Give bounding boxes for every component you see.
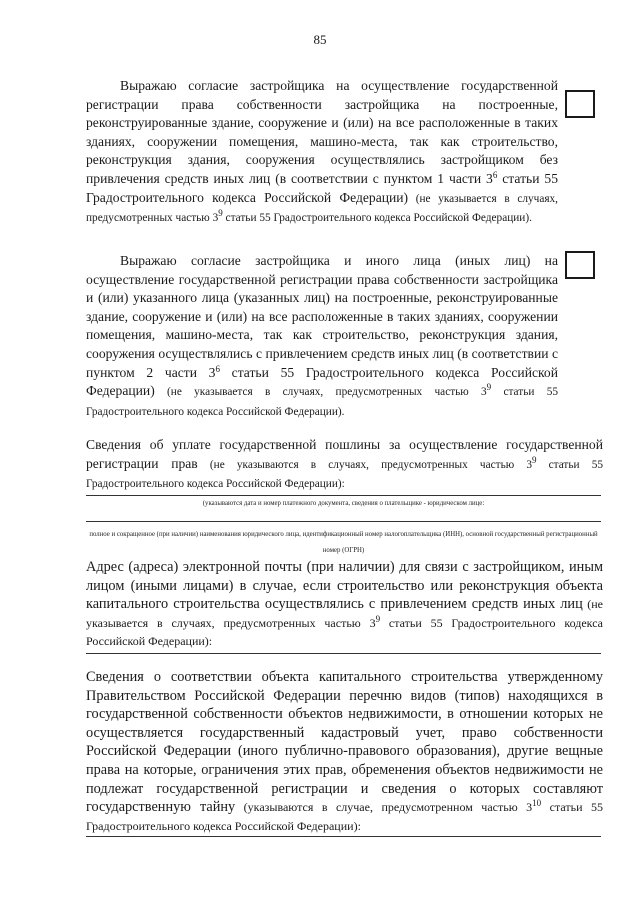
consent-developer-others-text-tail: статьи 55 Градостроительного кодекса Российской Федерации) — [86, 364, 558, 399]
consent-developer-text: Выражаю согласие застройщика на осуществление государственной регистрации права собственности застройщика на построенные, реконструированные здание, сооружение и (или) на все расположенные в таких зданиях, сооружении помещения, машино-места, так как строительство, реконструкция здания, сооружения осуществлялись застройщиком без привлечения средств иных лиц (в соответствии с пунктом 1 части 3 — [86, 78, 558, 186]
consent-developer-checkbox[interactable] — [565, 90, 595, 118]
consent-developer-others-note — [86, 382, 558, 418]
note-text-end: статьи 55 Градостроительного кодекса Российской Федерации): — [86, 458, 604, 491]
note-text-end: статьи 55 Градостроительного кодекса Российской Федерации). — [86, 386, 558, 418]
consent-developer-paragraph — [86, 77, 558, 228]
footnote-sup: 9 — [486, 382, 492, 393]
note-text-end: статьи 55 Градостроительного кодекса Российской Федерации): — [86, 800, 604, 833]
footnote-sup: 10 — [532, 798, 542, 809]
email-text: Адрес (адреса) электронной почты (при наличии) для связи с застройщиком, иным лицом (иными лицами) в случае, если строительство или реконструкция объекта капитального строительства осуществлялись с привлечением средств иных лиц — [86, 559, 603, 613]
note-text: (не указывается в случаях, предусмотренных частью 3 — [86, 597, 603, 630]
consent-developer-text-tail: статьи 55 Градостроительного кодекса Российской Федерации) — [86, 170, 558, 205]
footnote-sup: 9 — [531, 454, 537, 465]
note-text-end: статьи 55 Градостроительного кодекса Российской Федерации). — [222, 212, 532, 225]
state-fee-input-line-2[interactable] — [86, 521, 601, 522]
email-paragraph — [86, 558, 603, 651]
state-fee-paragraph — [86, 436, 603, 494]
state-fee-caption-2: полное и сокращенное (при наличии) наименования юридического лица, идентификационный номер налогоплательщика (ИНН), основной государственный регистрационный номер (ОГРН) — [89, 531, 598, 554]
footnote-sup: 6 — [215, 363, 220, 374]
note-text: (не указывается в случаях, предусмотренных частью 3 — [86, 192, 559, 225]
footnote-sup: 6 — [492, 169, 498, 180]
note-text: (не указывается в случаях, предусмотренных частью 3 — [154, 386, 487, 399]
state-fee-caption-1: (указываются дата и номер платежного документа, сведения о плательщике - юридическом лице: — [202, 500, 485, 507]
note-text: (не указываются в случаях, предусмотренных частью 3 — [197, 458, 532, 471]
footnote-sup: 9 — [218, 208, 223, 219]
state-fee-text: Сведения об уплате государственной пошлины за осуществление государственной регистрации прав — [86, 437, 603, 471]
page-number: 85 — [313, 32, 327, 47]
consent-developer-others-checkbox[interactable] — [565, 251, 595, 279]
state-fee-input-line-1[interactable] — [86, 495, 601, 496]
note-text: (указываются в случае, предусмотренном частью 3 — [235, 800, 533, 815]
state-secret-paragraph — [86, 668, 603, 835]
note-text-end: статьи 55 Градостроительного кодекса Российской Федерации): — [86, 615, 604, 649]
email-input-line[interactable] — [86, 653, 601, 654]
state-secret-text: Сведения о соответствии объекта капитального строительства утвержденному Правительством Российской Федерации перечню видов (типов) находящихся в государственной собственности объектов недвижимости, в отношении которых не осуществляется государственный кадастровый учет, право собственности Российской Федерации (иного публично-правового образования), другие вещные права на которые, ограничения этих прав, обременения объектов недвижимости не подлежат государственной регистрации и сведения о которых составляют государственную тайну — [86, 669, 603, 816]
state-secret-input-line[interactable] — [86, 836, 601, 837]
consent-developer-others-text: Выражаю согласие застройщика и иного лица (иных лиц) на осуществление государственной регистрации права собственности застройщика и (или) указанного лица (указанных лиц) на построенные, реконструированные здание, сооружение и (или) на все расположенные в таких зданиях, сооружении помещения, машино-места, так как строительство, реконструкция здания, сооружения осуществлялись с привлечением средств иных лиц (в соответствии с пунктом 2 части 3 — [86, 253, 558, 380]
consent-developer-others-paragraph — [86, 252, 558, 421]
footnote-sup: 9 — [375, 613, 381, 624]
